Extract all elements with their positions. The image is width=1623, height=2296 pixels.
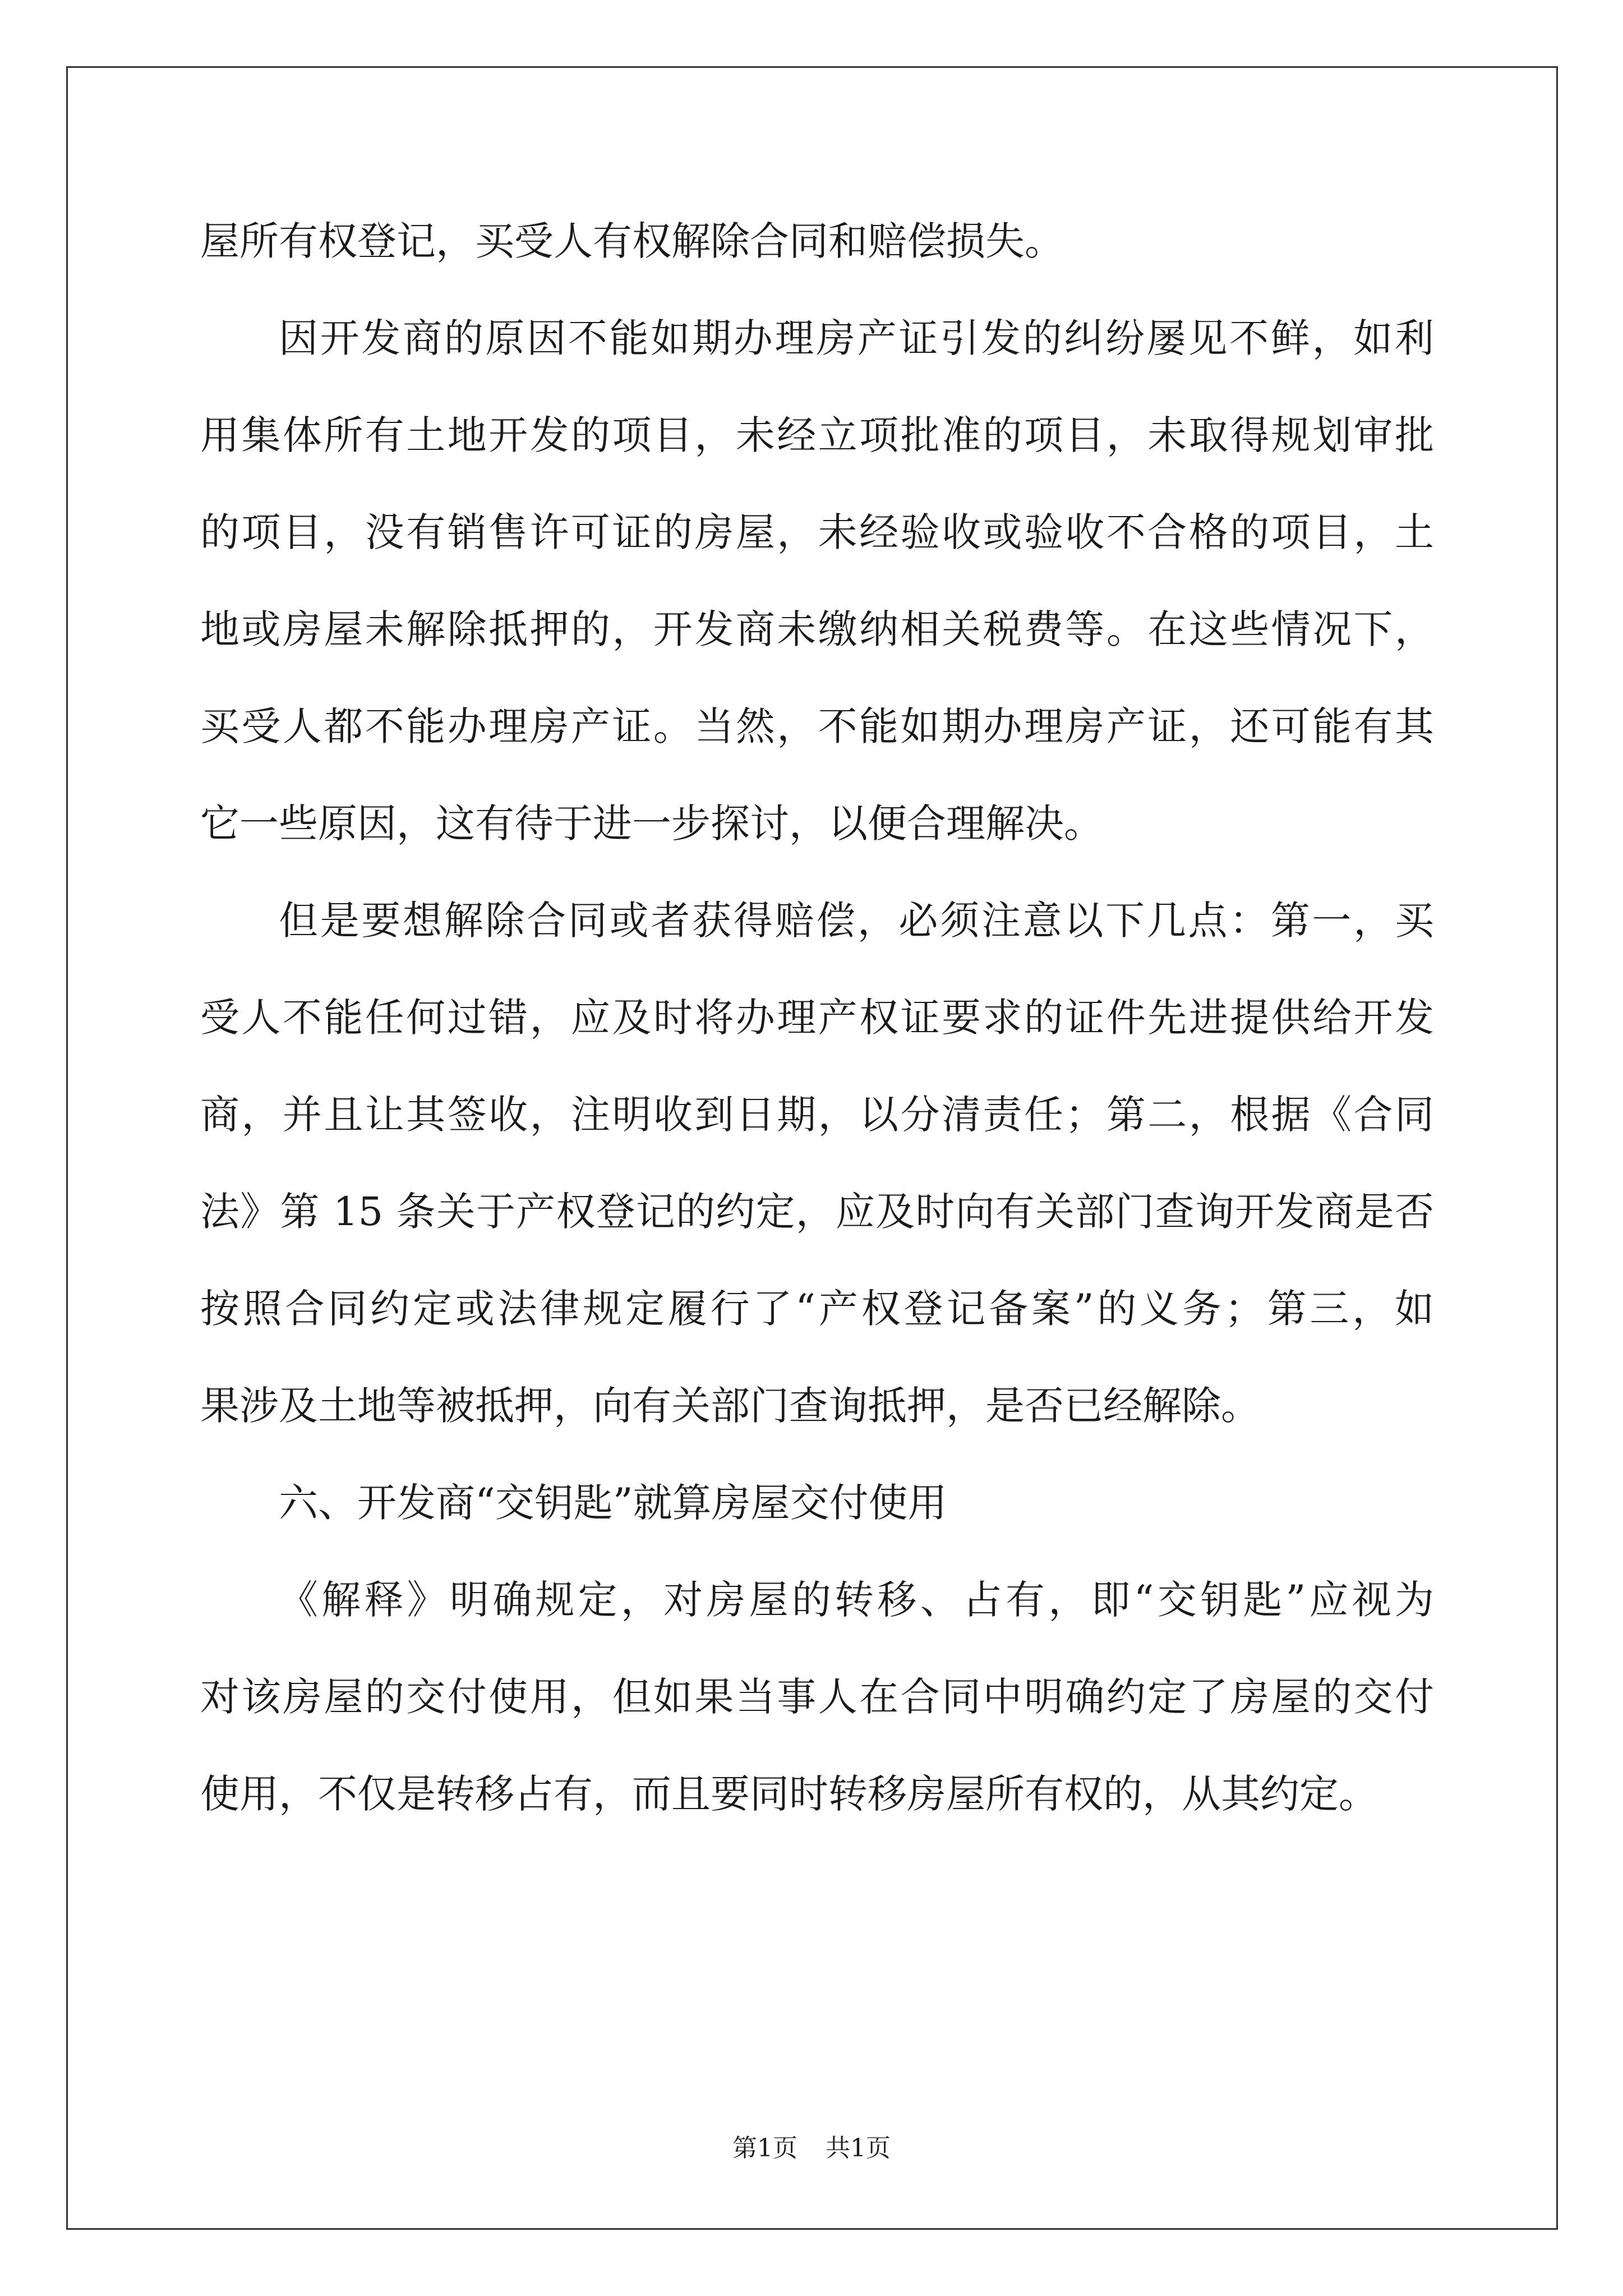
text-line: 受人不能任何过错，应及时将办理产权证要求的证件先进提供给开发 bbox=[200, 995, 1434, 1041]
text-line: 但是要想解除合同或者获得赔偿，必须注意以下几点：第一，买 bbox=[279, 898, 1434, 944]
text-line: 对该房屋的交付使用，但如果当事人在合同中明确约定了房屋的交付 bbox=[200, 1674, 1434, 1720]
text-line: 使用，不仅是转移占有，而且要同时转移房屋所有权的，从其约定。 bbox=[200, 1771, 1378, 1817]
text-line: 地或房屋未解除抵押的，开发商未缴纳相关税费等。在这些情况下， bbox=[200, 606, 1434, 652]
page-footer bbox=[0, 2132, 1623, 2165]
text-line: 屋所有权登记，买受人有权解除合同和赔偿损失。 bbox=[200, 218, 1064, 264]
text-line: 果涉及土地等被抵押，向有关部门查询抵押，是否已经解除。 bbox=[200, 1383, 1260, 1429]
text-line: 它一些原因，这有待于进一步探讨，以便合理解决。 bbox=[200, 800, 1103, 846]
text-line: 因开发商的原因不能如期办理房产证引发的纠纷屡见不鲜，如利 bbox=[279, 315, 1434, 361]
document-body bbox=[200, 213, 1434, 1863]
text-line: 商，并且让其签收，注明收到日期，以分清责任；第二，根据《合同 bbox=[200, 1092, 1434, 1138]
text-line: 用集体所有土地开发的项目，未经立项批准的项目，未取得规划审批 bbox=[200, 412, 1434, 458]
page-number: 第1页 bbox=[732, 2134, 797, 2162]
text-line: 法》第 15 条关于产权登记的约定，应及时向有关部门查询开发商是否 bbox=[200, 1189, 1434, 1235]
text-line: 《解释》明确规定，对房屋的转移、占有，即“交钥匙”应视为 bbox=[279, 1577, 1434, 1623]
text-line: 买受人都不能办理房产证。当然，不能如期办理房产证，还可能有其 bbox=[200, 703, 1434, 749]
text-line: 按照合同约定或法律规定履行了“产权登记备案”的义务；第三，如 bbox=[200, 1286, 1434, 1332]
page-total: 共1页 bbox=[826, 2134, 891, 2162]
section-heading: 六、开发商“交钥匙”就算房屋交付使用 bbox=[279, 1480, 947, 1526]
text-line: 的项目，没有销售许可证的房屋，未经验收或验收不合格的项目，土 bbox=[200, 509, 1434, 555]
